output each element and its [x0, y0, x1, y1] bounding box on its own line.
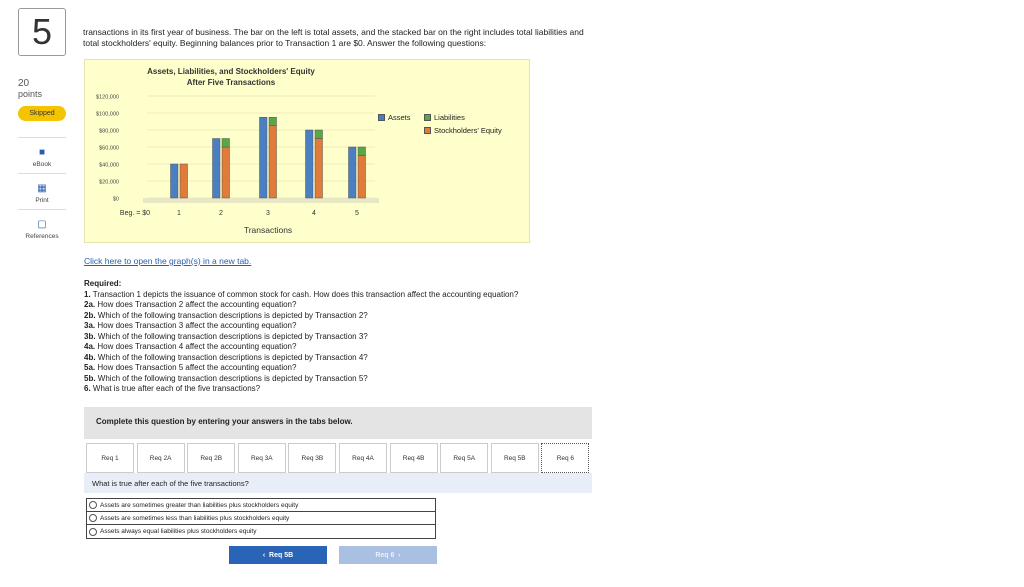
document-icon: ▢ [37, 219, 47, 230]
answer-option[interactable] [87, 499, 435, 512]
liabilities-bar [358, 147, 366, 156]
tab-req-4b[interactable]: Req 4B [390, 443, 438, 473]
equity-swatch [424, 127, 431, 134]
required-item-text: Which of the following transaction descriptions is depicted by Transaction 4? [97, 352, 368, 362]
legend-item-liabilities [424, 113, 465, 122]
required-item [84, 384, 644, 395]
equity-bar [222, 147, 230, 198]
tab-req-2b[interactable]: Req 2B [187, 443, 235, 473]
option-label: Assets always equal liabilities plus stockholders equity [100, 528, 257, 535]
required-item-text: How does Transaction 3 affect the accounting equation? [97, 321, 297, 330]
book-icon: ■ [38, 147, 46, 158]
chart-title: Assets, Liabilities, and Stockholders' Equity [147, 67, 315, 76]
required-item-text: What is true after each of the five transactions? [92, 384, 261, 393]
legend-item-assets [378, 113, 411, 122]
required-item-text: Which of the following transaction descriptions is depicted by Transaction 5? [97, 373, 368, 383]
tab-req-4a[interactable]: Req 4A [339, 443, 387, 473]
tab-req-3b[interactable]: Req 3B [288, 443, 336, 473]
required-item [84, 311, 644, 322]
assets-bar [213, 139, 221, 199]
option-label: Assets are sometimes less than liabilities plus stockholders equity [100, 514, 290, 522]
answer-option[interactable] [87, 525, 435, 538]
printer-icon: ▦ [37, 183, 47, 194]
points-label: points [18, 89, 43, 99]
required-item-text: Transaction 1 depicts the issuance of common stock for cash. How does this transaction affect the accounting equation? [92, 289, 519, 299]
required-item-num: 6. [84, 384, 91, 393]
next-req-button[interactable] [339, 546, 437, 564]
legend-item-equity [424, 126, 502, 135]
tab-req-5a[interactable]: Req 5A [440, 443, 488, 473]
y-tick-label: $0 [112, 196, 119, 203]
question-prompt: What is true after each of the five transactions? [84, 473, 592, 493]
required-item-num: 2a. [84, 300, 96, 309]
next-req-label: Req 6 [375, 551, 395, 559]
y-tick-label: $120,000 [96, 94, 119, 101]
question-number: 5 [18, 8, 66, 56]
req-tabs [84, 443, 592, 473]
y-tick-label: $80,000 [99, 128, 119, 135]
required-item-text: Which of the following transaction descriptions is depicted by Transaction 3? [97, 331, 368, 341]
required-item-num: 5a. [84, 363, 96, 372]
required-item-text: How does Transaction 5 affect the accounting equation? [97, 363, 297, 372]
y-tick-label: $20,000 [99, 179, 119, 186]
panel-heading: Complete this question by entering your answers in the tabs below. [84, 407, 592, 439]
chart-subtitle: After Five Transactions [186, 78, 276, 87]
required-item [84, 363, 644, 374]
chart [84, 59, 530, 243]
tab-req-6[interactable]: Req 6 [541, 443, 589, 473]
print-button[interactable] [18, 173, 66, 204]
points-value: 20 [18, 78, 30, 89]
chevron-left-icon: ‹ [262, 551, 270, 559]
radio-button[interactable] [89, 501, 97, 509]
assets-bar [306, 130, 314, 198]
tab-req-1[interactable]: Req 1 [86, 443, 134, 473]
required-heading: Required: [84, 279, 122, 288]
liabilities-bar [222, 139, 230, 148]
y-tick-label: $40,000 [99, 162, 119, 169]
assets-bar [260, 117, 268, 198]
required-item [84, 300, 644, 311]
open-graph-link[interactable]: Click here to open the graph(s) in a new tab. [84, 256, 252, 266]
chevron-right-icon: › [394, 551, 401, 559]
ebook-label: eBook [32, 161, 52, 168]
status-badge: Skipped [18, 106, 66, 121]
x-tick-label: 3 [266, 210, 270, 217]
equity-bar [358, 156, 366, 199]
x-tick-label: 4 [312, 210, 316, 217]
equity-bar [315, 139, 323, 199]
intro-line-2: total stockholders' equity. Beginning balances prior to Transaction 1 are $0. Answer the following questions: [83, 38, 487, 48]
answer-options [86, 498, 436, 539]
tab-req-3a[interactable]: Req 3A [238, 443, 286, 473]
print-label: Print [35, 197, 49, 204]
x-tick-label: 5 [355, 210, 359, 217]
tab-req-5b[interactable]: Req 5B [491, 443, 539, 473]
required-item-text: How does Transaction 2 affect the accounting equation? [97, 300, 297, 309]
equity-bar [180, 164, 188, 198]
chart-svg [85, 60, 531, 244]
radio-button[interactable] [89, 528, 97, 536]
x-tick-label: 2 [219, 210, 223, 217]
y-tick-label: $100,000 [96, 111, 119, 118]
required-item [84, 342, 644, 353]
tab-req-2a[interactable]: Req 2A [137, 443, 185, 473]
required-item [84, 332, 644, 343]
required-item [84, 374, 644, 385]
required-section [84, 279, 644, 395]
assets-swatch [378, 114, 385, 121]
required-item-num: 1. [84, 289, 91, 299]
option-label: Assets are sometimes greater than liabilities plus stockholders equity [100, 501, 299, 509]
required-item [84, 353, 644, 364]
required-item-num: 3b. [84, 331, 96, 341]
prev-req-button[interactable] [229, 546, 327, 564]
required-item-text: How does Transaction 4 affect the accounting equation? [97, 342, 297, 351]
liabilities-bar [269, 117, 277, 126]
points-info [18, 78, 42, 100]
chart-floor [143, 198, 379, 203]
required-item-num: 3a. [84, 321, 96, 330]
x-tick-label: Beg. = $0 [119, 210, 151, 217]
equity-bar [269, 126, 277, 198]
required-item-text: Which of the following transaction descriptions is depicted by Transaction 2? [97, 310, 368, 320]
required-item-num: 2b. [84, 310, 96, 320]
x-axis-label: Transactions [243, 225, 293, 235]
assets-bar [171, 164, 179, 198]
intro-text [83, 27, 653, 49]
prev-req-label: Req 5B [269, 551, 294, 559]
required-item-num: 5b. [84, 373, 96, 383]
required-item-num: 4a. [84, 342, 96, 351]
radio-button[interactable] [89, 514, 97, 522]
liabilities-swatch [424, 114, 431, 121]
liabilities-bar [315, 130, 323, 139]
intro-line-1: transactions in its first year of business. The bar on the left is total assets, and the stacked bar on the right includes total liabilities and [83, 27, 584, 37]
assets-bar [349, 147, 357, 198]
x-tick-label: 1 [177, 210, 181, 217]
references-label: References [25, 233, 59, 240]
legend-liabilities-label: Liabilities [434, 113, 465, 122]
y-tick-label: $60,000 [99, 145, 119, 152]
ebook-button[interactable] [18, 137, 66, 168]
required-item [84, 321, 644, 332]
answer-option[interactable] [87, 512, 435, 525]
required-item [84, 290, 644, 301]
required-item-num: 4b. [84, 352, 96, 362]
legend-equity-label: Stockholders' Equity [434, 126, 502, 135]
legend-assets-label: Assets [388, 113, 411, 122]
references-button[interactable] [18, 209, 66, 240]
